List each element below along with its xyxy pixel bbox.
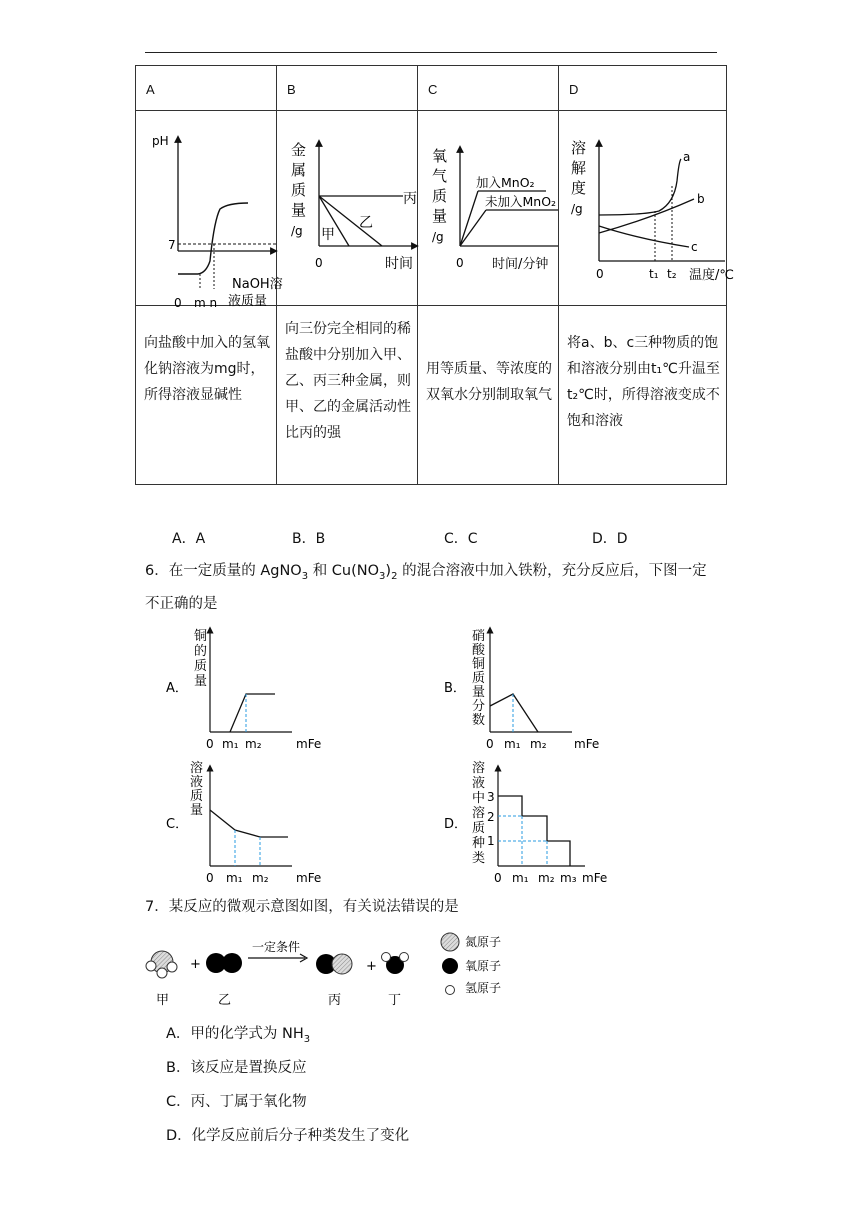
y-label-char: 质 bbox=[194, 659, 208, 674]
origin: 0 bbox=[456, 256, 464, 270]
header-label: B bbox=[287, 82, 296, 97]
y-label-char: 溶 bbox=[472, 806, 486, 821]
graph-a[interactable] bbox=[166, 628, 321, 751]
q7-option-c[interactable]: C．丙、丁属于氧化物 bbox=[166, 1094, 307, 1110]
q7-option-b[interactable]: B．该反应是置换反应 bbox=[166, 1060, 307, 1076]
desc-cell-d bbox=[559, 306, 727, 485]
h-atom bbox=[146, 961, 156, 971]
q6-sub: 3 bbox=[301, 570, 309, 582]
y-label-char: 硝 bbox=[472, 629, 486, 644]
y-label-char: 质 bbox=[291, 181, 307, 199]
x-label: 温度/℃ bbox=[689, 268, 734, 283]
y-label-char: 铜 bbox=[194, 629, 208, 644]
y-label-char: 量 bbox=[194, 674, 208, 689]
tick-m1: m₁ bbox=[504, 737, 521, 751]
header-label: C bbox=[428, 82, 438, 97]
q6-stem bbox=[145, 557, 725, 591]
y-label-char: 金 bbox=[291, 141, 307, 159]
x-label: 时间/分钟 bbox=[492, 257, 549, 272]
q6-stem-line2: 不正确的是 bbox=[145, 596, 218, 612]
condition-label: 一定条件 bbox=[252, 940, 301, 954]
q6-stem-part: 6．在一定质量的 AgNO bbox=[145, 563, 302, 579]
header-label: D bbox=[569, 82, 579, 97]
mno2-label: 加入MnO₂ bbox=[476, 175, 535, 190]
y-label bbox=[432, 147, 447, 244]
y-label-char: 量 bbox=[432, 207, 448, 225]
graph-c[interactable] bbox=[166, 760, 321, 885]
series-b bbox=[599, 199, 694, 233]
label-ding: 丁 bbox=[388, 993, 402, 1008]
h-atom bbox=[167, 962, 177, 972]
tick-m1: m₁ bbox=[222, 737, 239, 751]
graph-c-label: C． bbox=[166, 817, 189, 832]
q6-graphs bbox=[160, 620, 740, 890]
molecule-bing bbox=[316, 954, 352, 974]
q7-option-a[interactable] bbox=[166, 1022, 310, 1045]
y-label bbox=[190, 760, 203, 818]
y-label-char: 铜 bbox=[472, 657, 486, 672]
header-label: A bbox=[146, 82, 155, 97]
t2-label: t₂ bbox=[667, 267, 677, 281]
choice-a[interactable]: A．A bbox=[172, 531, 206, 547]
series-with-mno2 bbox=[460, 191, 478, 246]
x-label: mFe bbox=[574, 737, 600, 751]
desc-cell-b bbox=[277, 306, 418, 485]
series-a bbox=[599, 159, 681, 215]
y-label-char: 溶 bbox=[472, 761, 486, 776]
molecule-yi bbox=[206, 953, 242, 973]
tick-m1: m₁ bbox=[512, 871, 529, 885]
hydrogen-legend-icon bbox=[446, 986, 455, 995]
chart-cell-b bbox=[277, 111, 418, 306]
y-label-char: 液 bbox=[190, 775, 204, 790]
bing-label: 丙 bbox=[403, 191, 417, 207]
x-label: mFe bbox=[296, 737, 322, 751]
y-label bbox=[291, 141, 306, 238]
graph-b[interactable] bbox=[444, 628, 599, 751]
graph-b-label: B． bbox=[444, 681, 466, 696]
label-bing: 丙 bbox=[328, 993, 342, 1008]
origin: 0 bbox=[174, 296, 182, 310]
b-label: b bbox=[697, 192, 705, 206]
graph-a-label: A． bbox=[166, 681, 188, 696]
y-label-char: 度 bbox=[571, 179, 587, 197]
q7-stem: 7．某反应的微观示意图如图，有关说法错误的是 bbox=[145, 899, 459, 915]
c-label: c bbox=[691, 240, 698, 254]
desc-cell-c bbox=[418, 306, 559, 485]
level-1: 1 bbox=[487, 834, 495, 848]
y-label-char: 溶 bbox=[571, 139, 587, 157]
curve bbox=[210, 810, 288, 837]
h-atom bbox=[382, 953, 391, 962]
legend-h: 氢原子 bbox=[465, 981, 502, 995]
option-sub: 3 bbox=[303, 1033, 311, 1045]
desc-text: 用等质量、等浓度的双氧水分别制取氧气 bbox=[426, 361, 552, 403]
q6-stem-part: ) bbox=[385, 563, 392, 579]
label-yi: 乙 bbox=[218, 993, 232, 1008]
desc-text: 将a、b、c三种物质的饱和溶液分别由t₁℃升温至t₂℃时，所得溶液变成不饱和溶液 bbox=[567, 335, 720, 429]
tick-m2: m₂ bbox=[530, 737, 547, 751]
jia-label: 甲 bbox=[321, 227, 335, 243]
q7-option-d[interactable]: D．化学反应前后分子种类发生了变化 bbox=[166, 1128, 410, 1144]
y-label-char: /g bbox=[432, 230, 444, 244]
graph-d[interactable] bbox=[444, 760, 607, 885]
y-label-char: 质 bbox=[472, 671, 486, 686]
t1-label: t₁ bbox=[649, 267, 659, 281]
y-label-char: 量 bbox=[291, 201, 307, 219]
y-label bbox=[194, 628, 207, 689]
a-label: a bbox=[683, 150, 691, 164]
series-without-mno2 bbox=[460, 210, 486, 246]
y-label-char: /g bbox=[291, 224, 303, 238]
y-label-char: 质 bbox=[190, 789, 204, 804]
graph-d-label: D． bbox=[444, 817, 468, 832]
header-cell-c bbox=[418, 66, 559, 111]
level-2: 2 bbox=[487, 810, 495, 824]
n-atom bbox=[332, 954, 352, 974]
h-atom bbox=[400, 953, 409, 962]
origin: 0 bbox=[596, 267, 604, 281]
option-table bbox=[135, 65, 734, 485]
y-label-char: 气 bbox=[432, 167, 448, 185]
nitrogen-legend-icon bbox=[441, 933, 459, 951]
y-label-char: 氧 bbox=[432, 147, 448, 165]
y-label-char: 酸 bbox=[472, 643, 486, 658]
ph-curve bbox=[178, 203, 248, 274]
top-rule bbox=[145, 52, 717, 53]
plus-sign: + bbox=[190, 957, 201, 972]
ph-chart bbox=[136, 111, 283, 310]
curve bbox=[230, 694, 275, 732]
tick-m2: m₂ bbox=[245, 737, 262, 751]
y-label-char: 属 bbox=[291, 161, 307, 179]
origin: 0 bbox=[206, 737, 214, 751]
molecule-jia bbox=[146, 951, 177, 978]
desc-text: 向三份完全相同的稀盐酸中分别加入甲、乙、丙三种金属，则甲、乙的金属活动性比丙的强 bbox=[285, 321, 411, 441]
q6-stem-part: 和 Cu(NO bbox=[308, 563, 380, 579]
origin: 0 bbox=[486, 737, 494, 751]
y-label-char: 的 bbox=[194, 644, 208, 659]
header-cell-a bbox=[136, 66, 277, 111]
y-label bbox=[571, 139, 586, 216]
oxygen-mass-chart bbox=[418, 111, 558, 301]
legend-n: 氮原子 bbox=[465, 935, 502, 949]
x-label: mFe bbox=[582, 871, 608, 885]
q6-stem-part: 的混合溶液中加入铁粉，充分反应后，下图一定 bbox=[397, 563, 707, 579]
x-label: 时间 bbox=[385, 256, 413, 272]
legend bbox=[441, 933, 501, 995]
y-label-char: 量 bbox=[190, 803, 204, 818]
legend-o: 氧原子 bbox=[465, 959, 502, 973]
y-label: pH bbox=[152, 134, 169, 148]
chart-cell-d bbox=[559, 111, 734, 306]
label-jia: 甲 bbox=[156, 993, 170, 1008]
molecule-ding bbox=[382, 953, 409, 975]
choice-b[interactable]: B．B bbox=[292, 531, 326, 547]
y-label-char: /g bbox=[571, 202, 583, 216]
y-label-char: 种 bbox=[472, 836, 486, 851]
y-label bbox=[472, 628, 486, 728]
yi-label: 乙 bbox=[359, 215, 373, 231]
tick-m2: m₂ bbox=[252, 871, 269, 885]
desc-text: 向盐酸中加入的氢氧化钠溶液为mg时，所得溶液显碱性 bbox=[144, 335, 270, 403]
y-label-char: 质 bbox=[472, 821, 486, 836]
y-label-char: 质 bbox=[432, 187, 448, 205]
plus-sign: + bbox=[366, 959, 377, 974]
oxygen-legend-icon bbox=[442, 958, 458, 974]
y-label-char: 中 bbox=[472, 791, 486, 806]
y-label-char: 类 bbox=[472, 851, 486, 866]
y-label-char: 解 bbox=[571, 159, 587, 177]
header-cell-d bbox=[559, 66, 727, 111]
m-n-label: m n bbox=[194, 296, 218, 310]
q6-sub: 3 bbox=[379, 570, 386, 582]
choice-c[interactable]: C．C bbox=[444, 531, 478, 547]
q6-sub: 2 bbox=[391, 570, 398, 582]
step-curve bbox=[498, 796, 570, 866]
x-label: 液质量 bbox=[228, 294, 268, 309]
chart-cell-c bbox=[418, 111, 559, 306]
y-label-char: 数 bbox=[472, 713, 486, 728]
level-3: 3 bbox=[487, 790, 495, 804]
y-label-char: 分 bbox=[472, 699, 486, 714]
chart-cell-a bbox=[136, 111, 283, 310]
origin: 0 bbox=[206, 871, 214, 885]
ph7-label: 7 bbox=[168, 238, 176, 252]
y-label-char: 量 bbox=[472, 685, 486, 700]
header-cell-b bbox=[277, 66, 418, 111]
tick-m2: m₂ bbox=[538, 871, 555, 885]
option-text: A．甲的化学式为 NH bbox=[166, 1026, 304, 1042]
choice-d[interactable]: D．D bbox=[592, 531, 628, 547]
no-mno2-label: 未加入MnO₂ bbox=[485, 194, 557, 209]
x-label: mFe bbox=[296, 871, 322, 885]
y-label-char: 液 bbox=[472, 776, 486, 791]
metal-mass-chart bbox=[277, 111, 417, 301]
o-atom bbox=[222, 953, 242, 973]
x-label: NaOH溶 bbox=[232, 277, 283, 292]
curve bbox=[490, 694, 538, 732]
solubility-chart bbox=[559, 111, 734, 301]
origin: 0 bbox=[315, 256, 323, 270]
reaction-diagram bbox=[140, 928, 560, 1013]
tick-m1: m₁ bbox=[226, 871, 243, 885]
tick-m3: m₃ bbox=[560, 871, 577, 885]
desc-cell-a bbox=[136, 306, 277, 485]
y-label bbox=[472, 760, 485, 866]
h-atom bbox=[157, 968, 167, 978]
y-label-char: 溶 bbox=[190, 761, 204, 776]
origin: 0 bbox=[494, 871, 502, 885]
